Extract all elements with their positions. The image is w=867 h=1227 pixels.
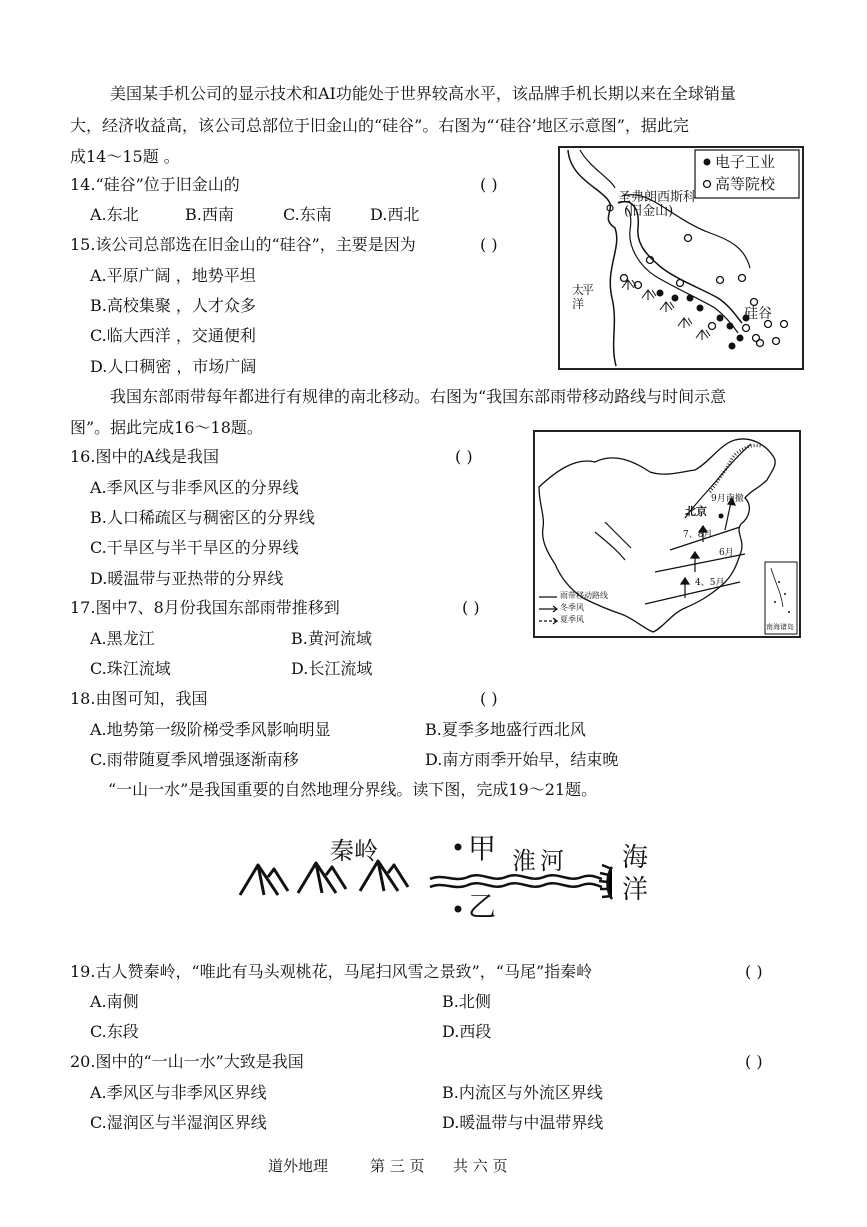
q17-option-a[interactable]: A.黑龙江 — [90, 629, 155, 648]
q17-answer-blank[interactable]: ( ) — [462, 598, 480, 617]
ocean-label-3: 洋 — [572, 297, 585, 311]
q19-option-d[interactable]: D.西段 — [442, 1022, 492, 1041]
q20-option-b[interactable]: B.内流区与外流区界线 — [442, 1083, 603, 1102]
q15-option-c[interactable]: C.临大西洋 ，交通便利 — [90, 326, 256, 345]
q19-option-c[interactable]: C.东段 — [90, 1022, 139, 1041]
q15-option-b[interactable]: B.高校集聚 ，人才众多 — [90, 296, 256, 315]
silicon-valley-label: 硅谷 — [744, 306, 772, 322]
q20-answer-blank[interactable]: ( ) — [745, 1052, 763, 1071]
legend-university: 高等院校 — [715, 175, 776, 193]
legend-summer-monsoon: 夏季风 — [560, 615, 584, 624]
footer-subject: 道外地理 — [268, 1157, 329, 1175]
q19-answer-blank[interactable]: ( ) — [745, 962, 763, 981]
china-rainbelt-map — [533, 430, 801, 638]
q20-option-a[interactable]: A.季风区与非季风区界线 — [90, 1083, 267, 1102]
ocean-label-1: 太 — [572, 283, 585, 297]
q18-option-b[interactable]: B.夏季多地盛行西北风 — [425, 720, 586, 739]
label-jun: 6月 — [719, 548, 734, 558]
point-jia-label: 甲 — [468, 832, 497, 865]
q16-option-b[interactable]: B.人口稀疏区与稠密区的分界线 — [90, 508, 315, 527]
q20-option-d[interactable]: D.暖温带与中温带界线 — [442, 1113, 604, 1132]
q14-option-a[interactable]: A.东北 — [90, 205, 139, 224]
q16-option-c[interactable]: C.干旱区与半干旱区的分界线 — [90, 538, 299, 557]
q16-option-d[interactable]: D.暖温带与亚热带的分界线 — [90, 569, 284, 588]
qinling-huaihe-drawing — [230, 825, 670, 925]
q17-option-c[interactable]: C.珠江流域 — [90, 659, 171, 678]
legend-rainbelt-route: 雨带移动路线 — [560, 591, 608, 600]
q19-stem: 19.古人赞秦岭，“唯此有马头观桃花，马尾扫风雪之景致”，“马尾”指秦岭 — [70, 962, 593, 981]
footer-page-number: 第 三 页 — [370, 1157, 425, 1175]
label-sep-retreat: 9月南撤 — [711, 494, 744, 504]
ocean-label-2: 平 — [582, 283, 595, 297]
sea-label-2: 洋 — [622, 875, 649, 905]
sea-label-1: 海 — [622, 843, 649, 873]
legend-winter-monsoon: 冬季风 — [560, 603, 584, 612]
q17-option-d[interactable]: D.长江流域 — [291, 659, 373, 678]
qinling-label: 秦岭 — [330, 837, 378, 865]
q18-option-c[interactable]: C.雨带随夏季风增强逐渐南移 — [90, 750, 299, 769]
intro3: “一山一水”是我国重要的自然地理分界线。读下图，完成19～21题。 — [108, 780, 598, 799]
q14-option-c[interactable]: C.东南 — [283, 205, 332, 224]
q19-option-a[interactable]: A.南侧 — [90, 992, 139, 1011]
intro1-line1: 美国某手机公司的显示技术和AI功能处于世界较高水平，该品牌手机长期以来在全球销量 — [110, 84, 736, 103]
intro2-line1: 我国东部雨带每年都进行有规律的南北移动。右图为“我国东部雨带移动路线与时间示意 — [110, 387, 727, 406]
intro2-line2: 图”。据此完成16～18题。 — [70, 418, 263, 437]
q17-option-b[interactable]: B.黄河流域 — [291, 629, 372, 648]
q18-stem: 18.由图可知，我国 — [70, 689, 208, 708]
label-jul-aug: 7、8月 — [683, 530, 713, 540]
city-label: 圣弗朗西斯科 — [618, 190, 697, 205]
q20-option-c[interactable]: C.湿润区与半湿润区界线 — [90, 1113, 267, 1132]
city-sublabel: (旧金山) — [624, 204, 674, 219]
q14-stem: 14.“硅谷”位于旧金山的 — [70, 175, 240, 194]
intro1-line2: 大，经济收益高，该公司总部位于旧金山的“硅谷”。右图为“‘硅谷’地区示意图”，据此完 — [70, 116, 689, 135]
q15-option-d[interactable]: D.人口稠密 ，市场广阔 — [90, 357, 257, 376]
inset-label: 南海诸岛 — [766, 623, 794, 631]
point-yi-label: 乙 — [468, 890, 497, 923]
q16-stem: 16.图中的A线是我国 — [70, 447, 220, 466]
beijing-label: 北京 — [685, 505, 707, 518]
silicon-valley-map — [558, 146, 804, 370]
q16-answer-blank[interactable]: ( ) — [455, 447, 473, 466]
q14-option-d[interactable]: D.西北 — [370, 205, 420, 224]
q15-option-a[interactable]: A.平原广阔 ，地势平坦 — [90, 266, 256, 285]
q17-stem: 17.图中7、8月份我国东部雨带推移到 — [70, 598, 340, 617]
q18-answer-blank[interactable]: ( ) — [480, 689, 498, 708]
q14-answer-blank[interactable]: ( ) — [480, 175, 498, 194]
q20-stem: 20.图中的“一山一水”大致是我国 — [70, 1052, 304, 1071]
q15-answer-blank[interactable]: ( ) — [480, 235, 498, 254]
q15-stem: 15.该公司总部选在旧金山的“硅谷”，主要是因为 — [70, 235, 416, 254]
q19-option-b[interactable]: B.北侧 — [442, 992, 491, 1011]
legend-electronics: 电子工业 — [715, 153, 776, 171]
q18-option-d[interactable]: D.南方雨季开始早，结束晚 — [425, 750, 619, 769]
q16-option-a[interactable]: A.季风区与非季风区的分界线 — [90, 478, 299, 497]
q14-option-b[interactable]: B.西南 — [185, 205, 234, 224]
intro1-line3: 成14～15题 。 — [70, 147, 180, 166]
label-apr-may: 4、5月 — [695, 578, 725, 588]
huaihe-label: 淮河 — [512, 847, 568, 875]
footer-total-pages: 共 六 页 — [453, 1157, 508, 1175]
qinling-huaihe-diagram — [230, 825, 670, 925]
q18-option-a[interactable]: A.地势第一级阶梯受季风影响明显 — [90, 720, 331, 739]
